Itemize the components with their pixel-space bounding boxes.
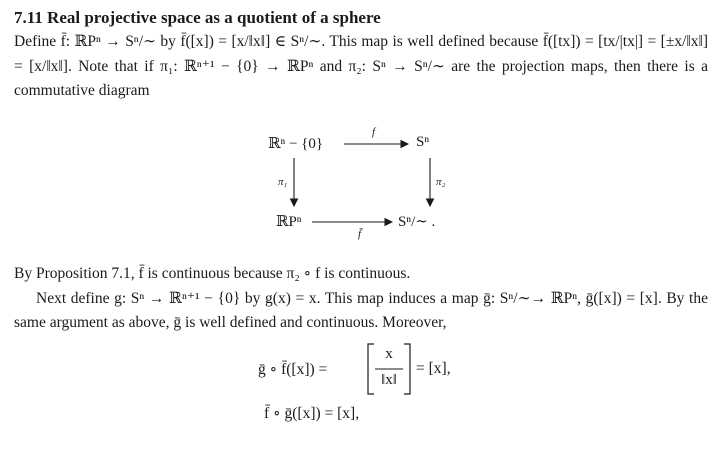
label-right-arrow: π₂ (436, 176, 446, 188)
equation-1-rhs: = [x], (416, 360, 451, 377)
node-top-right: Sⁿ (416, 134, 430, 150)
node-bottom-left: ℝPⁿ (276, 214, 302, 230)
label-left-arrow: π₁ (278, 176, 288, 188)
paragraph-inverse-map: Next define g: Sⁿ → ℝⁿ⁺¹ − {0} by g(x) = x. This map induces a map ḡ: Sⁿ/∼→ ℝPⁿ, ḡ([x]) = [x]. By the same argument as above, ḡ is well defined and continuous. Moreover, (14, 289, 708, 331)
label-top-arrow: f (372, 126, 376, 138)
node-bottom-right: Sⁿ/∼ . (398, 214, 436, 230)
equation-1-lhs: ḡ ∘ f̄([x]) = (258, 361, 328, 378)
paragraph-definition: Define f̄: ℝPⁿ → Sⁿ/∼ by f̄([x]) = [x/‖x‖] ∈ Sⁿ/∼. This map is well defined because f̄([tx]) = [tx/|tx|] = [±x/‖x‖] = [x/‖x‖]. Note that if π₁: ℝⁿ⁺¹ − {0} → ℝPⁿ and π₂: Sⁿ → Sⁿ/∼ are the projection maps, then there is a commutative diagram (14, 33, 708, 99)
page-content (14, 6, 708, 104)
equation-1-numerator: x (385, 346, 393, 362)
node-top-left: ℝⁿ − {0} (268, 136, 324, 152)
equation-2: f̄ ∘ ḡ([x]) = [x], (264, 405, 360, 422)
paragraph-continuity: By Proposition 7.1, f̄ is continuous because π₂ ∘ f is continuous. (14, 265, 411, 282)
section-heading: 7.11 Real projective space as a quotient of a sphere (14, 8, 381, 27)
page-content-lower (14, 262, 708, 336)
commutative-diagram (240, 124, 480, 244)
equation-1-denominator: ‖x‖ (381, 372, 397, 388)
label-bottom-arrow: f̄ (358, 228, 362, 240)
